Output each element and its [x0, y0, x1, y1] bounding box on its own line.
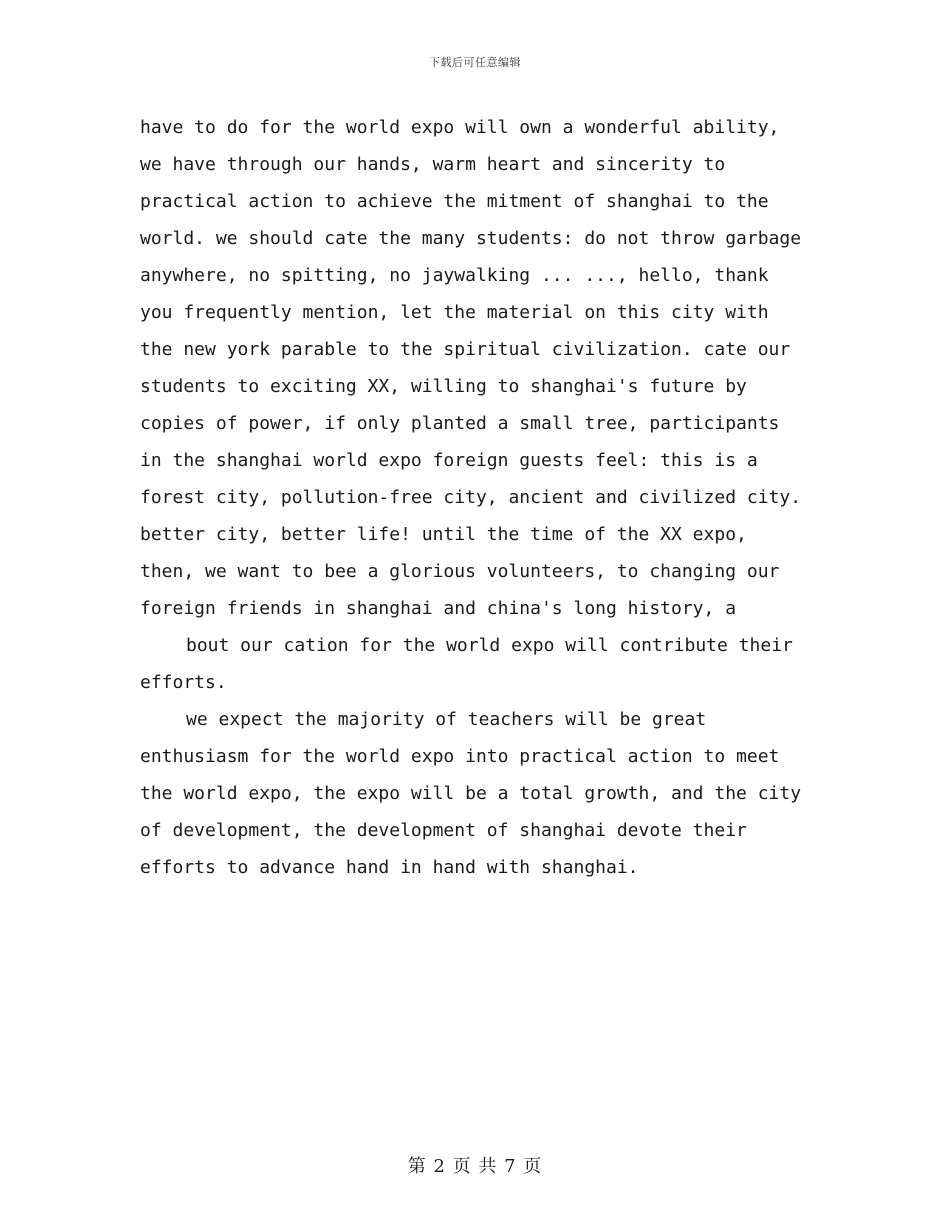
text-line: better city, better life! until the time of the XX expo, — [140, 524, 747, 545]
page-number-footer: 第 2 页 共 7 页 — [407, 1156, 543, 1177]
page-header: 下载后可任意编辑 — [429, 56, 521, 69]
text-line: have to do for the world expo will own a wonderful ability, — [140, 117, 780, 138]
text-line: world. we should cate the many students: do not throw garbage — [140, 228, 802, 249]
text-line: then, we want to bee a glorious volunteers, to changing our — [140, 561, 780, 582]
text-line: practical action to achieve the mitment of shanghai to the — [140, 191, 769, 212]
text-line: you frequently mention, let the material on this city with — [140, 302, 769, 323]
document-body — [140, 109, 820, 886]
text-line: in the shanghai world expo foreign guests feel: this is a — [140, 450, 758, 471]
text-line: the world expo, the expo will be a total growth, and the city — [140, 783, 802, 804]
text-line: efforts. — [140, 672, 227, 693]
text-line: anywhere, no spitting, no jaywalking ... ..., hello, thank — [140, 265, 769, 286]
text-line: efforts to advance hand in hand with shanghai. — [140, 857, 639, 878]
text-line: students to exciting XX, willing to shanghai's future by — [140, 376, 747, 397]
text-line: enthusiasm for the world expo into practical action to meet — [140, 746, 780, 767]
text-line: we have through our hands, warm heart and sincerity to — [140, 154, 726, 175]
text-line: foreign friends in shanghai and china's long history, a — [140, 598, 737, 619]
text-line: forest city, pollution-free city, ancient and civilized city. — [140, 487, 802, 508]
text-line: of development, the development of shanghai devote their — [140, 820, 747, 841]
paragraph-first-line: we expect the majority of teachers will be great — [186, 709, 707, 730]
text-line: the new york parable to the spiritual civilization. cate our — [140, 339, 791, 360]
text-line: copies of power, if only planted a small tree, participants — [140, 413, 780, 434]
paragraph-first-line: bout our cation for the world expo will contribute their — [186, 635, 793, 656]
